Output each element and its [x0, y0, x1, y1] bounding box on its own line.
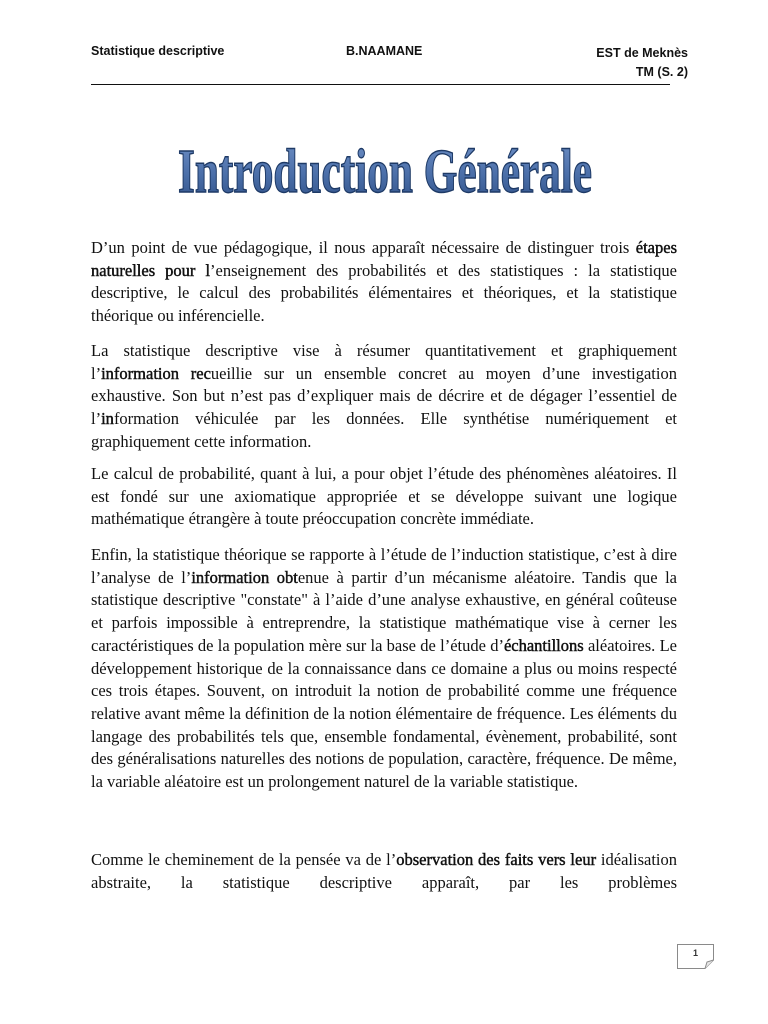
- paragraph-5-text-b: idéalisation abstraite, la statistique descriptive apparaît, par les problèmes: [91, 850, 677, 892]
- paragraph-4-text-b: enue à partir d’un mécanisme aléatoire. Tandis que la statistique descriptive "constate" à l’aide d’une analyse exhaustive, en général coûteuse et parfois impossible à entreprendre, la statistique mathématique vise à cerner les caractéristiques de la population mère sur la base de l’étude d’: [91, 567, 677, 655]
- header-class: TM (S. 2): [635, 65, 688, 79]
- paragraph-1-text-b: ’enseignement des probabilités et des statistiques : la statistique descriptive, le calcul des probabilités élémentaires et théoriques, et la statistique théorique ou inférencielle.: [91, 260, 677, 326]
- page-title-wordart: [160, 128, 610, 206]
- page-title: Introduction Générale: [178, 138, 592, 206]
- paragraph-2-emphasis-a: information rec: [101, 363, 211, 383]
- paragraph-4-text-c: aléatoires. Le développement historique de la connaissance dans ce domaine a plus ou moins respecté ces trois étapes. Souvent, on introduit la notion de probabilité comme une fréquence relative avant même la définition de la notion élémentaire de fréquence. Les éléments du langage des probabilités tels que, ensemble fondamental, évènement, probabilité, sont des généralisations naturelles des notions de population, caractère, fréquence. De même, la variable aléatoire est un prolongement naturel de la variable statistique.: [91, 635, 677, 792]
- paragraph-4-emphasis-a: information obt: [191, 567, 298, 587]
- header-course-title: Statistique descriptive: [91, 44, 225, 58]
- paragraph-2-text-c: formation véhiculée par les données. Elle synthétise numériquement et graphiquement cette information.: [91, 409, 677, 451]
- paragraph-5-emphasis: observation des faits vers leur: [396, 850, 597, 869]
- paragraph-1: [91, 237, 677, 328]
- paragraph-2-text-b: ueillie sur un ensemble concret au moyen d’une investigation exhaustive. Son but n’est pas d’expliquer mais de décrire et de dégager l’essentiel de l’: [91, 363, 677, 429]
- header-divider: [91, 84, 670, 85]
- header-school-name: EST de Meknès: [596, 46, 688, 60]
- paragraph-1-emphasis: étapes naturelles pour l: [91, 238, 677, 280]
- paragraph-1-text-a: D’un point de vue pédagogique, il nous apparaît nécessaire de distinguer trois: [91, 238, 636, 257]
- paragraph-2: [91, 340, 677, 454]
- paragraph-2-text-a: La statistique descriptive vise à résumer quantitativement et graphiquement l’: [91, 341, 677, 383]
- page-number: 1: [692, 948, 698, 958]
- header-school: [596, 44, 688, 82]
- paragraph-4-emphasis-b: échantillons: [503, 635, 584, 655]
- paragraph-3: [91, 463, 677, 531]
- paragraph-3-text: Le calcul de probabilité, quant à lui, a pour objet l’étude des phénomènes aléatoires. Il est fondé sur une axiomatique appropriée et se développe suivant une logique mathématique étrangère à toute préoccupation concrète immédiate.: [91, 464, 677, 529]
- paragraph-5: [91, 849, 677, 894]
- header-author: B.NAAMANE: [346, 44, 423, 58]
- paragraph-5-text-a: Comme le cheminement de la pensée va de l’: [91, 850, 397, 869]
- paragraph-4-text-a: Enfin, la statistique théorique se rapporte à l’étude de l’induction statistique, c’est à dire l’analyse de l’: [91, 545, 677, 587]
- paragraph-2-emphasis-b: in: [101, 409, 114, 429]
- paragraph-4: [91, 544, 677, 794]
